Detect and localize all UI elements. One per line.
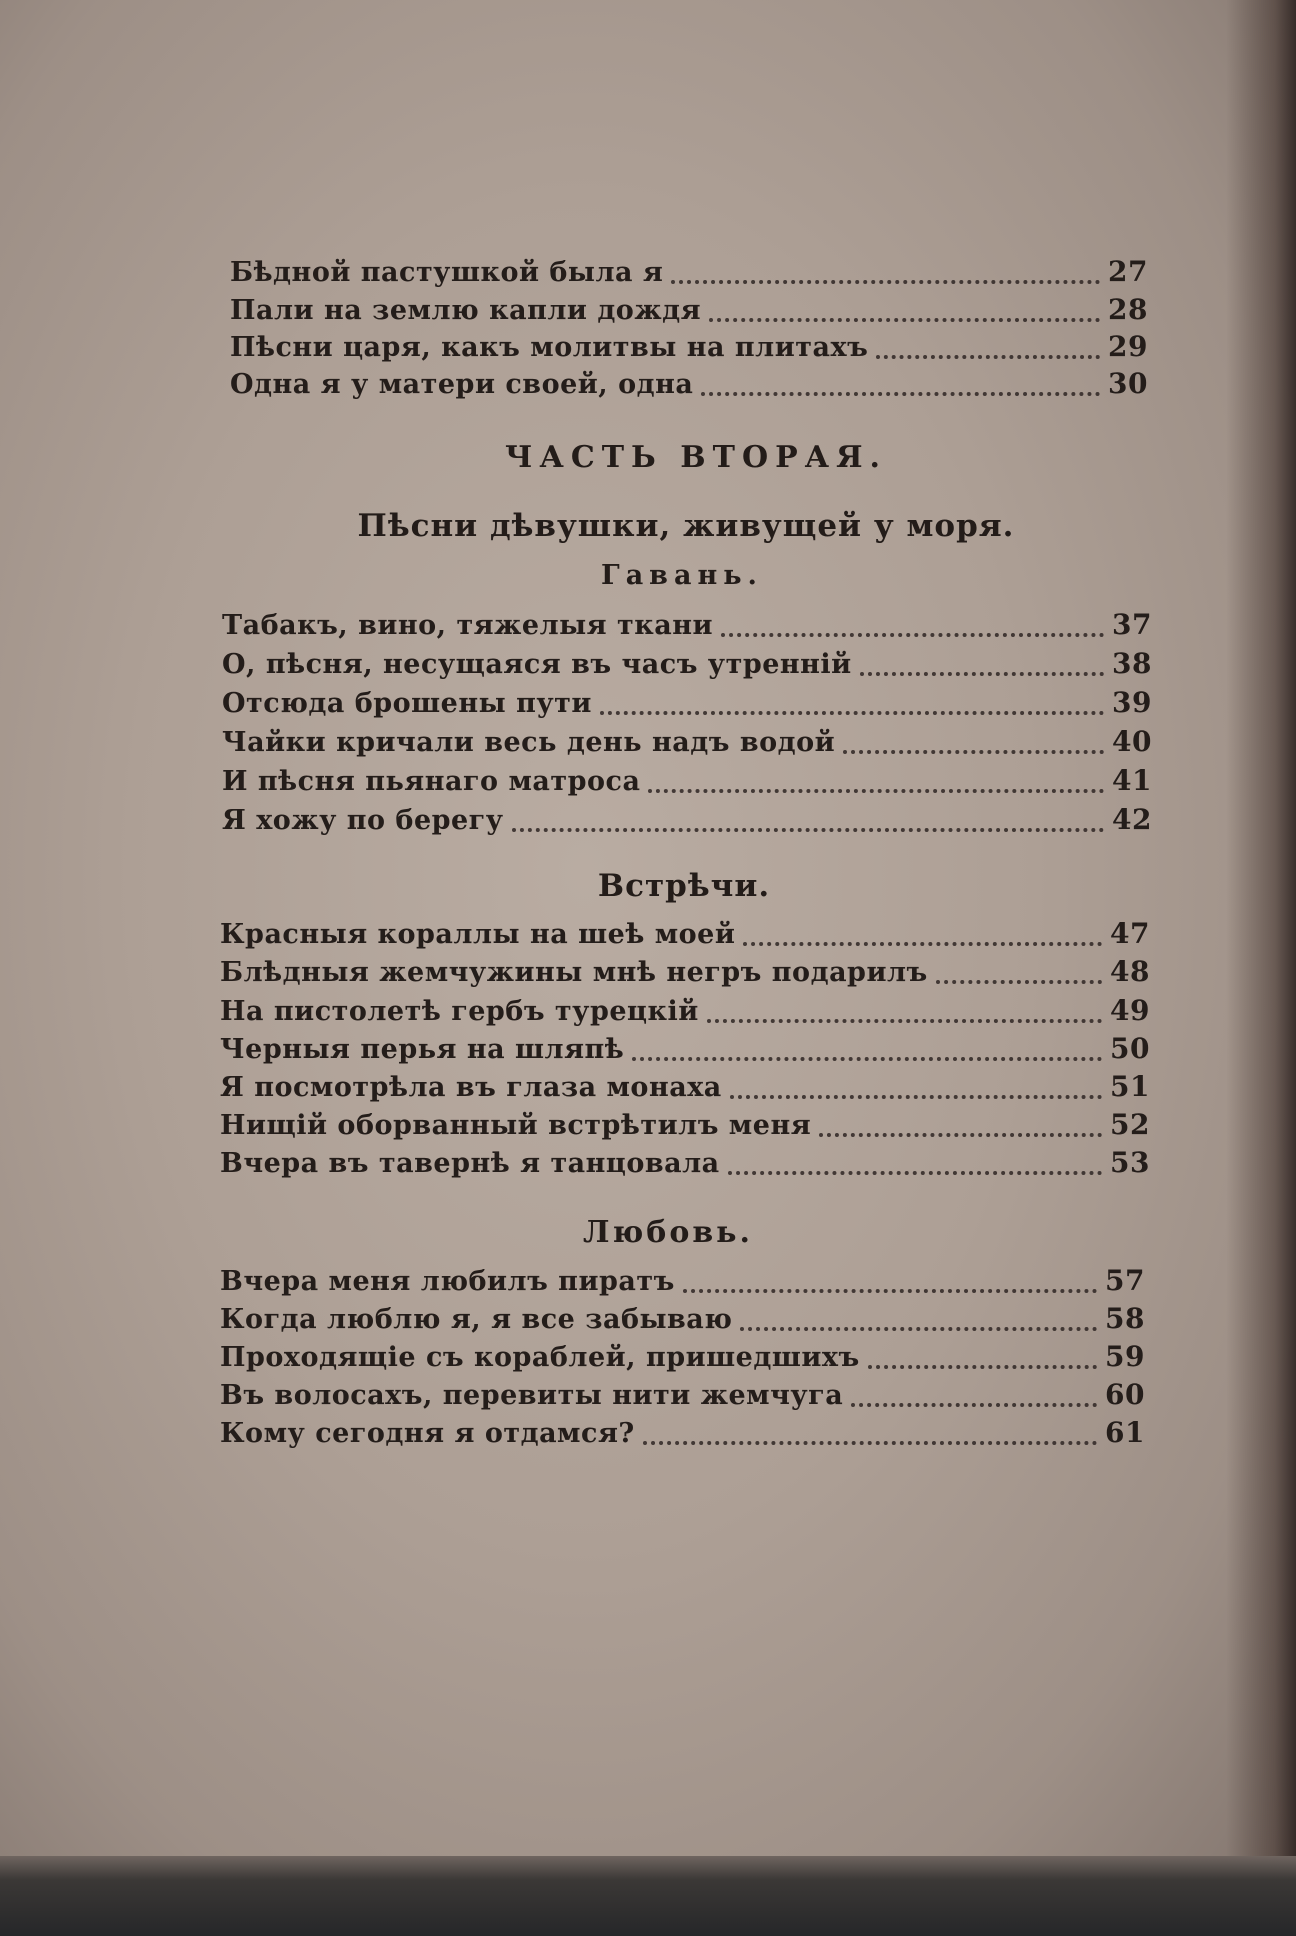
toc-entry [220, 1416, 1145, 1454]
leader-dots [876, 355, 1100, 359]
toc-entry [222, 803, 1152, 841]
entry-title: Пали на землю капли дождя [230, 295, 702, 326]
leader-dots [743, 942, 1102, 946]
page-gutter-shadow [1226, 0, 1296, 1860]
section-heading-harbor: Гавань. [601, 560, 763, 591]
leader-dots [632, 1057, 1102, 1061]
leader-dots [936, 980, 1102, 984]
entry-page-number: 47 [1110, 917, 1150, 950]
entry-page-number: 29 [1108, 330, 1148, 363]
leader-dots [512, 828, 1105, 832]
entry-page-number: 42 [1112, 803, 1152, 836]
leader-dots [730, 1095, 1102, 1099]
toc-entry [220, 1032, 1150, 1070]
leader-dots [648, 789, 1104, 793]
leader-dots [728, 1171, 1102, 1175]
entry-title: Когда люблю я, я все забываю [220, 1304, 733, 1335]
entry-title: Пѣсни царя, какъ молитвы на плитахъ [230, 332, 869, 363]
entry-page-number: 40 [1112, 725, 1152, 758]
entry-page-number: 53 [1110, 1146, 1150, 1179]
entry-title: О, пѣсня, несущаяся въ часъ утренній [222, 649, 852, 680]
leader-dots [721, 633, 1104, 637]
entry-title: Чайки кричали весь день надъ водой [222, 727, 836, 758]
leader-dots [851, 1403, 1097, 1407]
leader-dots [740, 1327, 1097, 1331]
toc-entry [220, 1264, 1145, 1302]
entry-title: Я хожу по берегу [222, 805, 504, 836]
entry-title: Въ волосахъ, перевиты нити жемчуга [220, 1380, 844, 1411]
entry-page-number: 49 [1110, 994, 1150, 1027]
leader-dots [868, 1365, 1097, 1369]
entry-page-number: 48 [1110, 955, 1150, 988]
entry-title: На пистолетѣ гербъ турецкій [220, 996, 699, 1027]
toc-entry [220, 1302, 1145, 1340]
entry-page-number: 60 [1105, 1378, 1145, 1411]
entry-page-number: 61 [1105, 1416, 1145, 1449]
entry-title: Бѣдной пастушкой была я [230, 257, 664, 288]
leader-dots [707, 1019, 1102, 1023]
leader-dots [860, 672, 1104, 676]
toc-entry [230, 367, 1148, 405]
toc-entry [222, 686, 1152, 724]
leader-dots [819, 1133, 1102, 1137]
entry-page-number: 57 [1105, 1264, 1145, 1297]
part-subtitle: Пѣсни дѣвушки, живущей у моря. [357, 508, 1015, 544]
leader-dots [671, 280, 1100, 284]
entry-page-number: 28 [1108, 293, 1148, 326]
entry-page-number: 30 [1108, 367, 1148, 400]
entry-title: Вчера въ тавернѣ я танцовала [220, 1148, 720, 1179]
entry-page-number: 37 [1112, 608, 1152, 641]
entry-title: Кому сегодня я отдамся? [220, 1418, 635, 1449]
leader-dots [843, 750, 1104, 754]
toc-entry [220, 1070, 1150, 1108]
toc-entry [222, 725, 1152, 763]
entry-page-number: 38 [1112, 647, 1152, 680]
leader-dots [600, 711, 1104, 715]
entry-title: Нищій оборванный встрѣтилъ меня [220, 1110, 812, 1141]
toc-entry [220, 1340, 1145, 1378]
entry-page-number: 52 [1110, 1108, 1150, 1141]
leader-dots [643, 1441, 1097, 1445]
entry-page-number: 59 [1105, 1340, 1145, 1373]
part-heading: ЧАСТЬ ВТОРАЯ. [505, 440, 887, 475]
entry-title: Красныя кораллы на шеѣ моей [220, 919, 736, 950]
entry-page-number: 39 [1112, 686, 1152, 719]
toc-entry [230, 330, 1148, 368]
section-heading-meetings: Встрѣчи. [597, 868, 771, 904]
entry-page-number: 58 [1105, 1302, 1145, 1335]
entry-title: Табакъ, вино, тяжелыя ткани [222, 610, 714, 641]
entry-title: Проходящіе съ кораблей, пришедшихъ [220, 1342, 860, 1373]
entry-page-number: 41 [1112, 764, 1152, 797]
toc-entry [220, 955, 1150, 993]
toc-entry [222, 647, 1152, 685]
entry-page-number: 27 [1108, 255, 1148, 288]
toc-entry [220, 1108, 1150, 1146]
entry-page-number: 51 [1110, 1070, 1150, 1103]
entry-page-number: 50 [1110, 1032, 1150, 1065]
entry-title: Блѣдныя жемчужины мнѣ негръ подарилъ [220, 957, 928, 988]
section-heading-love: Любовь. [583, 1215, 753, 1250]
entry-title: Вчера меня любилъ пиратъ [220, 1266, 675, 1297]
toc-entry [230, 293, 1148, 331]
leader-dots [701, 392, 1100, 396]
toc-entry [220, 917, 1150, 955]
entry-title: Отсюда брошены пути [222, 688, 592, 719]
entry-title: Одна я у матери своей, одна [230, 369, 694, 400]
toc-entry [220, 1378, 1145, 1416]
entry-title: Я посмотрѣла въ глаза монаха [220, 1072, 722, 1103]
entry-title: И пѣсня пьянаго матроса [222, 766, 641, 797]
toc-entry [222, 608, 1152, 646]
toc-entry [230, 255, 1148, 293]
leader-dots [709, 318, 1100, 322]
toc-entry [220, 994, 1150, 1032]
toc-entry [222, 764, 1152, 802]
toc-entry [220, 1146, 1150, 1184]
entry-title: Черныя перья на шляпѣ [220, 1034, 625, 1065]
leader-dots [683, 1289, 1097, 1293]
page-bottom-edge [0, 1856, 1296, 1936]
